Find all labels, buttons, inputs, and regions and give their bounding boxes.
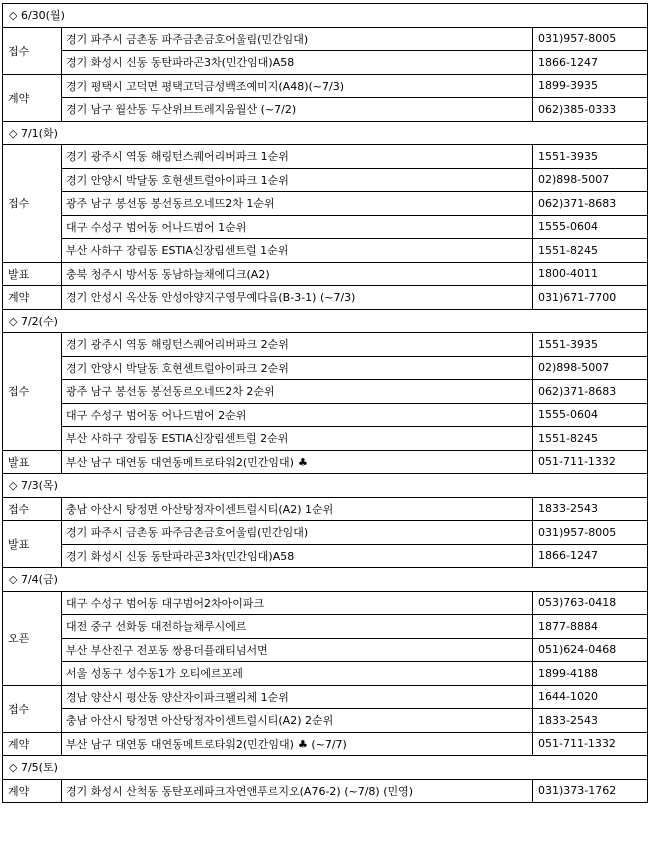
table-row: [3, 239, 648, 263]
complex-name: 대구 수성구 범어동 어나드범어 1순위: [66, 220, 247, 234]
date-row: [3, 568, 648, 592]
complex-name-cell: [62, 662, 533, 686]
phone-cell: 031)957-8005: [533, 27, 648, 51]
date-row: [3, 121, 648, 145]
complex-name: 부산 사하구 장림동 ESTIA신장림센트럴 1순위: [66, 244, 289, 258]
phone-cell: 051)624-0468: [533, 638, 648, 662]
complex-name: 경기 화성시 신동 동탄파라곤3차(민간임대)A58: [66, 56, 295, 70]
table-row: [3, 98, 648, 122]
table-row: [3, 615, 648, 639]
table-row: [3, 27, 648, 51]
phone-cell: 1551-3935: [533, 145, 648, 169]
phone-cell: 062)371-8683: [533, 192, 648, 216]
date-row: [3, 756, 648, 780]
table-row: [3, 145, 648, 169]
table-row: [3, 521, 648, 545]
complex-name: 대전 중구 선화동 대전하늘채루시에르: [66, 620, 247, 634]
complex-name: 경기 안성시 옥산동 안성아양지구영무예다음(B-3-1) (~7/3): [66, 291, 356, 305]
phone-cell: 031)373-1762: [533, 779, 648, 803]
phone-cell: 1555-0604: [533, 403, 648, 427]
category-cell: 발표: [3, 262, 62, 286]
complex-name-cell: [62, 497, 533, 521]
date-header: ◇ 7/4(금): [3, 568, 648, 592]
table-row: [3, 591, 648, 615]
complex-name: 경남 양산시 평산동 양산자이파크팰리체 1순위: [66, 690, 289, 704]
phone-cell: 02)898-5007: [533, 356, 648, 380]
table-row: [3, 192, 648, 216]
category-cell: 접수: [3, 145, 62, 263]
complex-name: 경기 안양시 박달동 호현센트럴아이파크 2순위: [66, 361, 289, 375]
phone-cell: 1899-4188: [533, 662, 648, 686]
complex-name-cell: [62, 333, 533, 357]
complex-name: 부산 사하구 장림동 ESTIA신장림센트럴 2순위: [66, 432, 289, 446]
category-cell: 계약: [3, 74, 62, 121]
complex-name-cell: [62, 732, 533, 756]
phone-cell: 1644-1020: [533, 685, 648, 709]
category-cell: 접수: [3, 27, 62, 74]
category-cell: 오픈: [3, 591, 62, 685]
complex-name-cell: [62, 591, 533, 615]
date-row: [3, 309, 648, 333]
complex-name: 경기 광주시 역동 해링턴스퀘어리버파크 2순위: [66, 338, 289, 352]
phone-cell: 1866-1247: [533, 51, 648, 75]
complex-name: 서울 성동구 성수동1가 오티에르포레: [66, 667, 243, 681]
complex-name: 부산 남구 대연동 대연동메트로타워2(민간임대): [66, 737, 294, 751]
table-row: [3, 262, 648, 286]
phone-cell: 1800-4011: [533, 262, 648, 286]
phone-cell: 051-711-1332: [533, 732, 648, 756]
phone-cell: 053)763-0418: [533, 591, 648, 615]
category-cell: 계약: [3, 286, 62, 310]
complex-name: 경기 안양시 박달동 호현센트럴아이파크 1순위: [66, 173, 289, 187]
complex-name-cell: [62, 638, 533, 662]
category-cell: 발표: [3, 521, 62, 568]
complex-name: 경기 파주시 금촌동 파주금촌금호어울림(민간임대): [66, 32, 309, 46]
table-row: [3, 732, 648, 756]
category-cell: 접수: [3, 497, 62, 521]
complex-name-cell: [62, 215, 533, 239]
complex-name: 충북 청주시 방서동 동남하늘채에디크(A2): [66, 267, 270, 281]
phone-cell: 062)371-8683: [533, 380, 648, 404]
table-row: [3, 215, 648, 239]
complex-name: 경기 광주시 역동 해링턴스퀘어리버파크 1순위: [66, 150, 289, 164]
complex-name-cell: [62, 27, 533, 51]
table-row: [3, 333, 648, 357]
schedule-table: [2, 3, 648, 803]
table-row: [3, 638, 648, 662]
complex-name-cell: [62, 427, 533, 451]
category-cell: 접수: [3, 333, 62, 451]
club-icon: ♣: [297, 737, 308, 751]
phone-cell: 1551-3935: [533, 333, 648, 357]
complex-name-cell: [62, 709, 533, 733]
complex-name-cell: [62, 450, 533, 474]
category-cell: 계약: [3, 732, 62, 756]
complex-name-cell: [62, 74, 533, 98]
date-row: [3, 474, 648, 498]
complex-name-cell: [62, 168, 533, 192]
table-row: [3, 286, 648, 310]
phone-cell: 031)671-7700: [533, 286, 648, 310]
complex-name-cell: [62, 544, 533, 568]
complex-name-cell: [62, 380, 533, 404]
complex-name-cell: [62, 239, 533, 263]
complex-name: 부산 남구 대연동 대연동메트로타워2(민간임대): [66, 455, 294, 469]
complex-name: 충남 아산시 탕정면 아산탕정자이센트럴시티(A2) 1순위: [66, 502, 334, 516]
complex-name-cell: [62, 615, 533, 639]
phone-cell: 1555-0604: [533, 215, 648, 239]
table-row: [3, 356, 648, 380]
table-row: [3, 779, 648, 803]
table-row: [3, 51, 648, 75]
table-row: [3, 544, 648, 568]
category-cell: 계약: [3, 779, 62, 803]
table-row: [3, 74, 648, 98]
phone-cell: 1551-8245: [533, 239, 648, 263]
category-cell: 접수: [3, 685, 62, 732]
complex-name: 광주 남구 봉선동 봉선동르오네뜨2차 1순위: [66, 197, 275, 211]
table-row: [3, 497, 648, 521]
complex-name: 대구 수성구 범어동 어나드범어 2순위: [66, 408, 247, 422]
complex-name: 경기 화성시 신동 동탄파라곤3차(민간임대)A58: [66, 549, 295, 563]
date-row: [3, 4, 648, 28]
date-header: ◇ 7/1(화): [3, 121, 648, 145]
complex-name: 부산 부산진구 전포동 쌍용더플래티넘서면: [66, 643, 268, 657]
table-row: [3, 685, 648, 709]
table-row: [3, 450, 648, 474]
complex-name-cell: [62, 51, 533, 75]
phone-cell: 1866-1247: [533, 544, 648, 568]
complex-name-cell: [62, 403, 533, 427]
complex-name: 경기 화성시 산척동 동탄포레파크자연앤푸르지오(A76-2) (~7/8) (민영): [66, 784, 414, 798]
date-header: ◇ 7/5(토): [3, 756, 648, 780]
table-row: [3, 168, 648, 192]
complex-name-cell: [62, 145, 533, 169]
date-header: ◇ 7/3(목): [3, 474, 648, 498]
complex-name: 충남 아산시 탕정면 아산탕정자이센트럴시티(A2) 2순위: [66, 714, 334, 728]
phone-cell: 1899-3935: [533, 74, 648, 98]
complex-name-cell: [62, 779, 533, 803]
phone-cell: 1551-8245: [533, 427, 648, 451]
phone-cell: 1833-2543: [533, 497, 648, 521]
phone-cell: 02)898-5007: [533, 168, 648, 192]
club-icon: ♣: [297, 455, 308, 469]
phone-cell: 1833-2543: [533, 709, 648, 733]
table-row: [3, 380, 648, 404]
complex-name: 경기 남구 월산동 두산위브트레지움월산 (~7/2): [66, 103, 297, 117]
complex-name-cell: [62, 192, 533, 216]
complex-name-cell: [62, 286, 533, 310]
complex-name-cell: [62, 98, 533, 122]
table-row: [3, 403, 648, 427]
complex-name: 대구 수성구 범어동 대구범어2차아이파크: [66, 596, 265, 610]
table-row: [3, 709, 648, 733]
table-row: [3, 427, 648, 451]
complex-name-cell: [62, 262, 533, 286]
phone-cell: 051-711-1332: [533, 450, 648, 474]
date-header: ◇ 6/30(월): [3, 4, 648, 28]
complex-name: 경기 파주시 금촌동 파주금촌금호어울림(민간임대): [66, 526, 309, 540]
category-cell: 발표: [3, 450, 62, 474]
complex-name-cell: [62, 685, 533, 709]
period-suffix: (~7/7): [311, 737, 347, 751]
phone-cell: 062)385-0333: [533, 98, 648, 122]
phone-cell: 1877-8884: [533, 615, 648, 639]
complex-name: 경기 평택시 고덕면 평택고덕금성백조예미지(A48)(~7/3): [66, 79, 344, 93]
date-header: ◇ 7/2(수): [3, 309, 648, 333]
table-row: [3, 662, 648, 686]
complex-name-cell: [62, 356, 533, 380]
complex-name: 광주 남구 봉선동 봉선동르오네뜨2차 2순위: [66, 385, 275, 399]
phone-cell: 031)957-8005: [533, 521, 648, 545]
complex-name-cell: [62, 521, 533, 545]
